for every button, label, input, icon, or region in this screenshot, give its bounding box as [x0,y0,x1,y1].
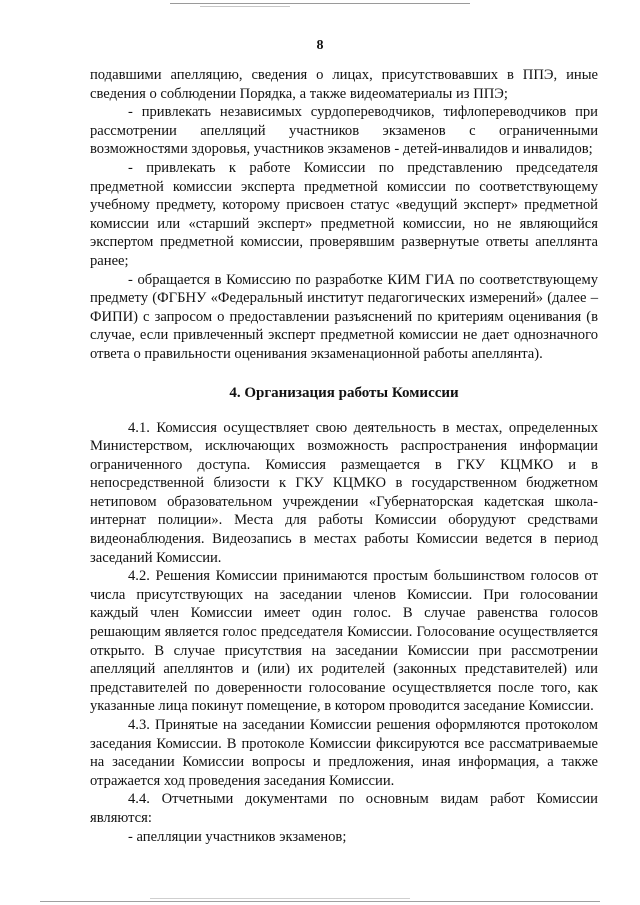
list-item: - привлекать независимых сурдопереводчиков, тифлопереводчиков при рассмотрении апелляций участников экзаменов с ограниченными возможностями здоровья, участников экзаменов - детей-инвалидов и инвалидов; [90,104,598,158]
document-body [90,66,598,846]
paragraph: 4.3. Принятые на заседании Комиссии решения оформляются протоколом заседания Комиссии. В протоколе Комиссии фиксируются все рассматриваемые на заседании Комиссии вопросы и предложения, иная информация, а также отражается ход проведения заседания Комиссии. [90,717,598,789]
paragraph: 4.1. Комиссия осуществляет свою деятельность в местах, определенных Министерством, исключающих возможность распространения информации ограниченного доступа. Комиссия размещается в ГКУ КЦМКО и в непосредственной близости к ГКУ КЦМКО в государственном бюджетном нетиповом образовательном учреждении «Губернаторская кадетская школа-интернат полиции». Места для работы Комиссии оборудуют средствами видеонаблюдения. Видеозапись в местах работы Комиссии ведется в период заседаний Комиссии. [90,419,598,566]
page-number: 8 [316,38,324,53]
scan-artifact-bottom-faint [150,898,410,899]
paragraph: подавшими апелляцию, сведения о лицах, присутствовавших в ППЭ, иные сведения о соблюдении Порядка, а также видеоматериалы из ППЭ; [90,67,598,102]
list-item: - обращается в Комиссию по разработке КИМ ГИА по соответствующему предмету (ФГБНУ «Федеральный институт педагогических измерений» (далее – ФИПИ) с запросом о предоставлении разъяснений по критериям оценивания (в случае, если привлеченный эксперт предметной комиссии не дает однозначного ответа о правильности оценивания экзаменационной работы апеллянта). [90,271,598,362]
scan-artifact-top [170,3,470,4]
list-item: - привлекать к работе Комиссии по представлению председателя предметной комиссии эксперта предметной комиссии по соответствующему учебному предмету, которому присвоен статус «ведущий эксперт» предметной комиссии или «старший эксперт» предметной комиссии, но не являющийся экспертом предметной комиссии, проверявшим развернутые ответы апеллянта ранее; [90,159,598,269]
paragraph: 4.2. Решения Комиссии принимаются простым большинством голосов от числа присутствующих на заседании членов Комиссии. При голосовании каждый член Комиссии имеет один голос. В случае равенства голосов решающим является голос председателя Комиссии. Голосование осуществляется открыто. В случае присутствия на заседании Комиссии при рассмотрении апелляций апеллянтов и (или) их родителей (законных представителей) или представителей по доверенности голосование осуществляется после того, как указанные лица покинут помещение, в котором проводится заседание Комиссии. [90,568,598,715]
section-heading: 4. Организация работы Комиссии [229,384,459,401]
scan-artifact-bottom [40,901,600,902]
list-item: - апелляции участников экзаменов; [128,828,347,845]
paragraph: 4.4. Отчетными документами по основным видам работ Комиссии являются: [90,791,598,826]
scan-artifact-top-faint [200,6,290,7]
